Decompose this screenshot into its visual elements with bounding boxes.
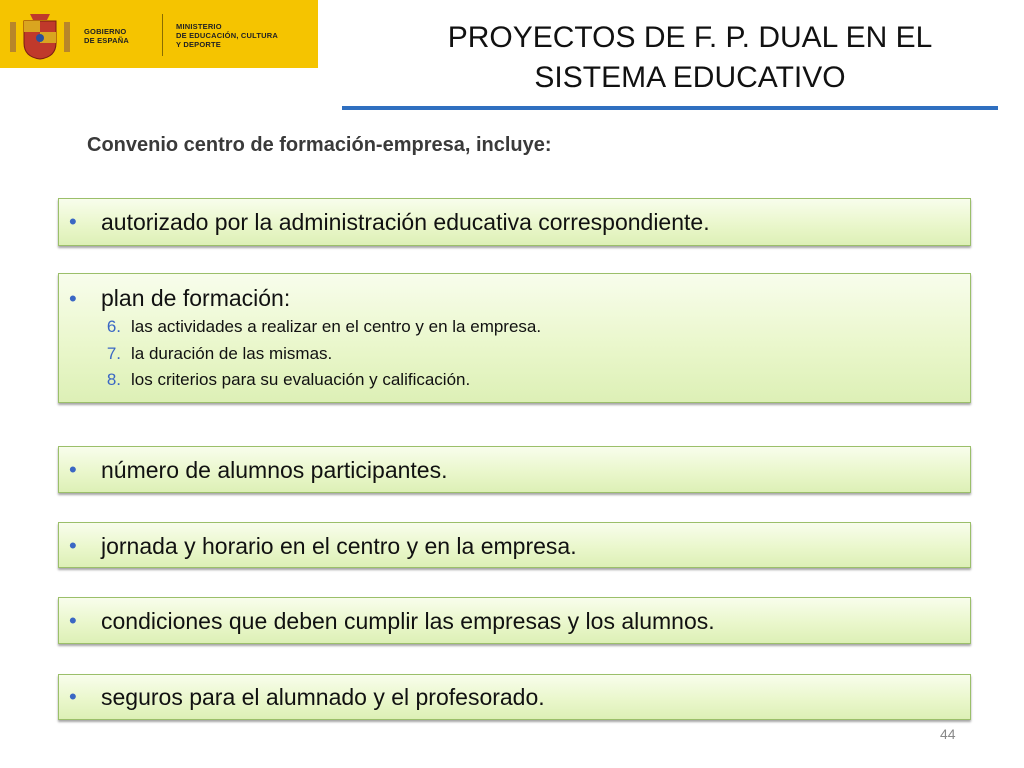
sublist-number: 8.	[106, 370, 121, 389]
sublist-item-text: las actividades a realizar en el centro y en la empresa.	[131, 317, 542, 336]
bullet-icon: •	[69, 684, 77, 709]
bullet-icon: •	[69, 286, 77, 311]
list-item-text: jornada y horario en el centro y en la empresa.	[101, 533, 577, 559]
logo-gobierno-text: GOBIERNO DE ESPAÑA	[84, 27, 130, 45]
sublist-item-text: la duración de las mismas.	[131, 344, 333, 363]
list-item	[58, 446, 971, 493]
list-item-text: número de alumnos participantes.	[101, 457, 448, 483]
bullet-icon: •	[69, 533, 77, 558]
page-title: PROYECTOS DE F. P. DUAL EN EL SISTEMA EDUCATIVO	[447, 21, 933, 94]
list-item	[58, 198, 971, 246]
bullet-icon: •	[69, 608, 77, 633]
logo-divider	[162, 14, 163, 56]
bullet-icon: •	[69, 209, 77, 234]
government-logo	[0, 0, 318, 68]
sublist-number: 6.	[106, 317, 121, 336]
sublist-number: 7.	[106, 344, 121, 363]
title-underline	[342, 106, 998, 110]
page-number: 44	[940, 726, 956, 742]
sublist-item-text: los criterios para su evaluación y calificación.	[131, 370, 471, 389]
list-item-text: condiciones que deben cumplir las empresas y los alumnos.	[101, 608, 715, 634]
section-subtitle: Convenio centro de formación-empresa, incluye:	[87, 134, 552, 156]
list-item-text: autorizado por la administración educativa correspondiente.	[101, 209, 710, 235]
list-item-text: plan de formación:	[101, 285, 291, 311]
bullet-icon: •	[69, 457, 77, 482]
list-item	[58, 522, 971, 568]
coat-of-arms-icon	[8, 8, 72, 62]
list-item	[58, 674, 971, 720]
list-item-text: seguros para el alumnado y el profesorado.	[101, 684, 545, 710]
list-item	[58, 597, 971, 644]
logo-ministerio-text: MINISTERIO DE EDUCACIÓN, CULTURA Y DEPORTE	[176, 22, 278, 49]
list-item	[58, 273, 971, 403]
